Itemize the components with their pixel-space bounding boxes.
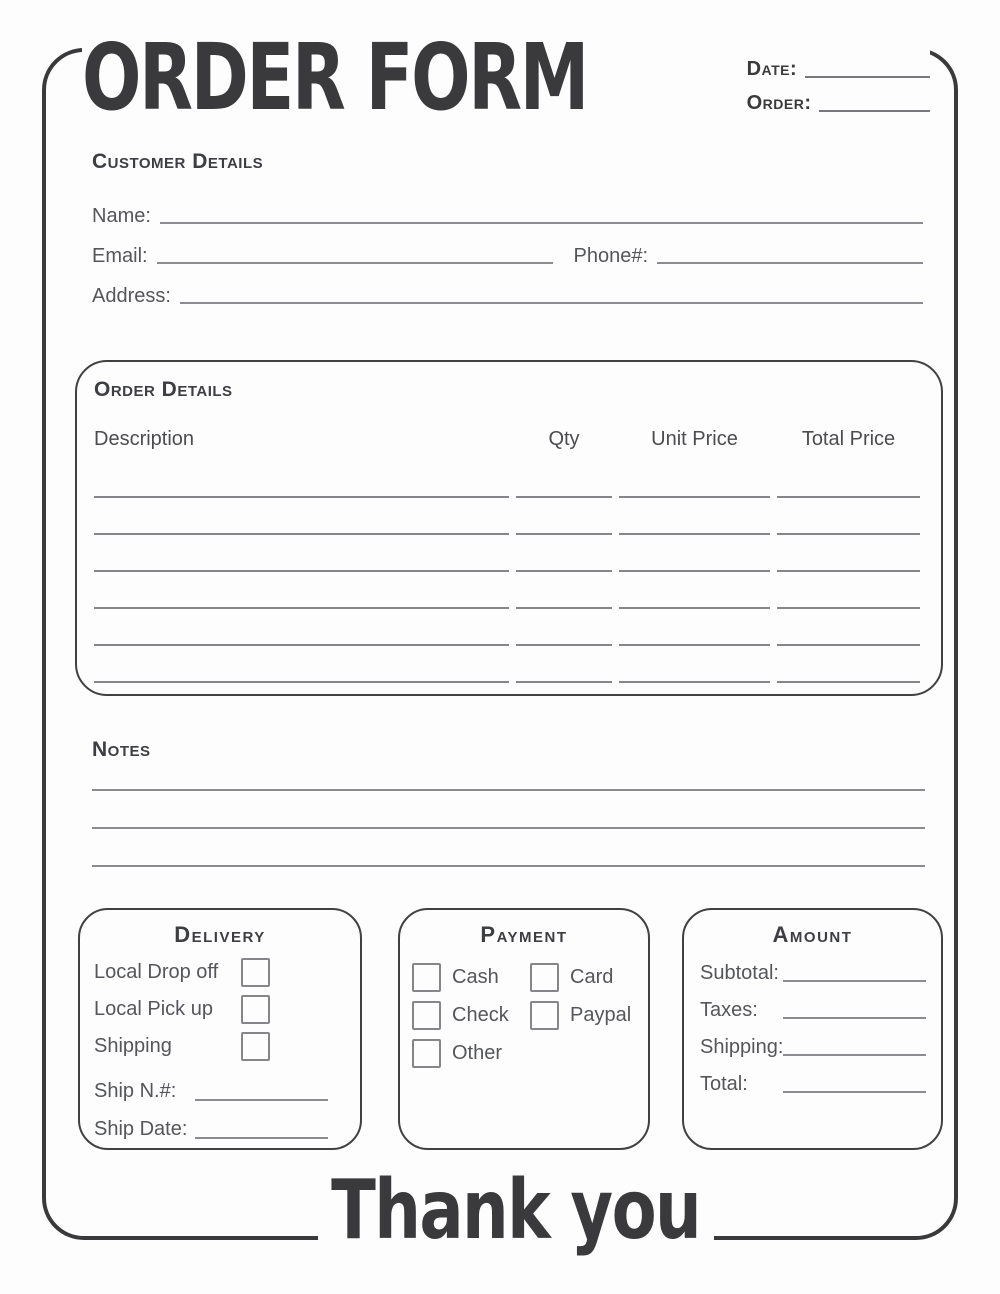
total-price-cell-line[interactable] [777,572,920,609]
column-header-description: Description [94,428,195,450]
notes-heading: Notes [92,738,151,761]
page-title: ORDER FORM [82,24,588,131]
unit-price-cell-line[interactable] [619,572,770,609]
delivery-option-row [80,954,360,991]
cash-checkbox[interactable] [412,963,441,992]
customer-details-section [92,150,925,308]
description-cell-line[interactable] [94,498,509,535]
amount-section [682,908,943,1150]
order-label: Order: [746,92,812,114]
delivery-option-row [80,1028,360,1065]
ship-number-input-line[interactable] [195,1099,328,1101]
payment-column-2 [530,958,644,1072]
card-checkbox[interactable] [530,963,559,992]
other-label: Other [452,1041,503,1064]
description-cell-line[interactable] [94,572,509,609]
ship-date-label: Ship Date: [94,1118,188,1140]
total-input-line[interactable] [783,1091,926,1093]
table-row [94,609,920,646]
email-input-line[interactable] [157,262,554,264]
subtotal-label: Subtotal: [700,962,779,984]
delivery-section [78,908,362,1150]
description-cell-line[interactable] [94,646,509,683]
total-price-cell-line[interactable] [777,451,920,498]
local-pick-up-label: Local Pick up [94,998,213,1020]
order-table-rows [94,451,920,683]
total-price-cell-line[interactable] [777,646,920,683]
ship-number-label: Ship N.#: [94,1080,177,1102]
description-cell-line[interactable] [94,535,509,572]
footer [318,1163,714,1284]
table-row [94,498,920,535]
table-row [94,451,920,498]
date-label: Date: [746,58,798,80]
ship-date-input-line[interactable] [195,1137,328,1139]
order-details-section [75,360,943,696]
delivery-heading: Delivery [174,922,266,947]
order-input-line[interactable] [819,110,930,112]
notes-input-line[interactable] [92,760,925,791]
shipping-cost-row [684,1022,941,1059]
unit-price-cell-line[interactable] [619,646,770,683]
table-row [94,535,920,572]
shipping-label: Shipping [94,1035,172,1057]
ship-number-row [80,1065,360,1103]
column-header-qty: Qty [548,428,580,450]
name-input-line[interactable] [160,222,923,224]
customer-details-heading: Customer Details [92,150,264,173]
header [82,24,930,131]
date-row [747,54,930,81]
unit-price-cell-line[interactable] [619,451,770,498]
qty-cell-line[interactable] [516,646,612,683]
header-fields [747,28,930,128]
total-price-cell-line[interactable] [777,609,920,646]
order-details-heading: Order Details [94,378,233,401]
payment-heading: Payment [480,922,568,947]
total-price-cell-line[interactable] [777,498,920,535]
thank-you-text: Thank you [331,1163,701,1258]
payment-column-1 [412,958,530,1072]
qty-cell-line[interactable] [516,572,612,609]
taxes-label: Taxes: [700,999,758,1021]
check-label: Check [452,1003,509,1026]
payment-option-row [530,996,644,1034]
qty-cell-line[interactable] [516,535,612,572]
phone-input-line[interactable] [657,262,923,264]
notes-section [92,738,925,867]
card-label: Card [570,965,614,988]
payment-option-row [412,996,530,1034]
notes-input-line[interactable] [92,791,925,829]
payment-section [398,908,650,1150]
payment-options [400,948,648,1072]
qty-cell-line[interactable] [516,609,612,646]
qty-cell-line[interactable] [516,451,612,498]
payment-option-row [530,958,644,996]
name-label: Name: [92,205,151,227]
cash-label: Cash [452,965,499,988]
ship-date-row [80,1103,360,1141]
column-header-total-price: Total Price [801,428,896,450]
unit-price-cell-line[interactable] [619,535,770,572]
description-cell-line[interactable] [94,609,509,646]
unit-price-cell-line[interactable] [619,498,770,535]
qty-cell-line[interactable] [516,498,612,535]
local-drop-off-label: Local Drop off [94,961,219,983]
shipping-cost-input-line[interactable] [783,1054,926,1056]
taxes-input-line[interactable] [783,1017,926,1019]
paypal-label: Paypal [570,1003,632,1026]
payment-option-row [412,958,530,996]
shipping-cost-label: Shipping: [700,1036,784,1058]
table-row [94,572,920,609]
total-label: Total: [700,1073,748,1095]
delivery-option-row [80,991,360,1028]
total-price-cell-line[interactable] [777,535,920,572]
phone-label: Phone#: [573,245,648,267]
order-number-row [747,88,930,115]
address-row [92,268,925,308]
paypal-checkbox[interactable] [530,1001,559,1030]
address-input-line[interactable] [180,302,923,304]
check-checkbox[interactable] [412,1001,441,1030]
notes-input-line[interactable] [92,829,925,867]
table-row [94,646,920,683]
table-header-row [94,428,920,451]
column-header-unit-price: Unit Price [651,428,738,450]
unit-price-cell-line[interactable] [619,609,770,646]
amount-heading: Amount [772,922,853,947]
total-row [684,1059,941,1096]
payment-option-row [412,1034,530,1072]
taxes-row [684,985,941,1022]
subtotal-row [684,948,941,985]
date-input-line[interactable] [805,76,930,78]
email-label: Email: [92,245,148,267]
local-pick-up-checkbox[interactable] [241,995,270,1024]
address-label: Address: [92,285,171,307]
shipping-checkbox[interactable] [241,1032,270,1061]
name-row [92,188,925,228]
local-drop-off-checkbox[interactable] [241,958,270,987]
description-cell-line[interactable] [94,451,509,498]
notes-lines [92,760,925,867]
email-phone-row [92,228,925,268]
other-checkbox[interactable] [412,1039,441,1068]
subtotal-input-line[interactable] [783,980,926,982]
